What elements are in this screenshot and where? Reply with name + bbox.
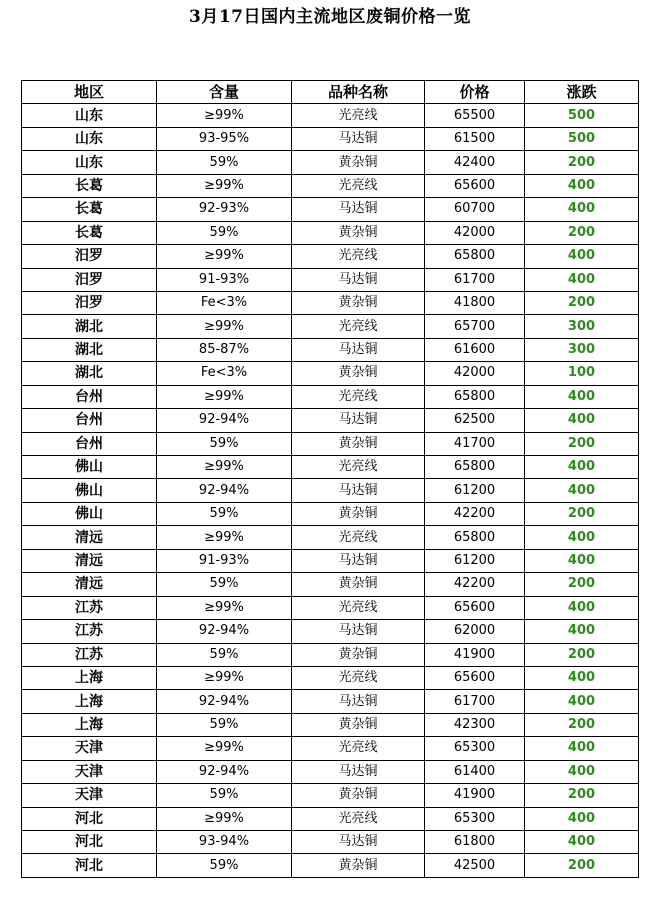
price-cell: 65300 (425, 807, 525, 830)
price-cell: 61800 (425, 831, 525, 854)
change-cell: 200 (525, 854, 639, 877)
change-cell: 200 (525, 784, 639, 807)
price-cell: 42200 (425, 502, 525, 525)
variety-cell: 马达铜 (292, 690, 425, 713)
price-cell: 65600 (425, 174, 525, 197)
content-cell: ≥99% (157, 596, 292, 619)
price-cell: 42000 (425, 221, 525, 244)
price-cell: 42400 (425, 151, 525, 174)
table-row (22, 620, 639, 643)
region-cell: 湖北 (22, 338, 157, 361)
variety-cell: 光亮线 (292, 456, 425, 479)
content-cell: ≥99% (157, 666, 292, 689)
region-cell: 山东 (22, 104, 157, 127)
price-cell: 61600 (425, 338, 525, 361)
table-row (22, 315, 639, 338)
region-cell: 汨罗 (22, 291, 157, 314)
variety-cell: 光亮线 (292, 807, 425, 830)
content-cell: ≥99% (157, 737, 292, 760)
region-cell: 上海 (22, 690, 157, 713)
region-cell: 汨罗 (22, 268, 157, 291)
variety-cell: 黄杂铜 (292, 502, 425, 525)
content-cell: 59% (157, 502, 292, 525)
table-row (22, 784, 639, 807)
change-cell: 400 (525, 526, 639, 549)
table-row (22, 737, 639, 760)
change-cell: 400 (525, 385, 639, 408)
region-cell: 天津 (22, 760, 157, 783)
variety-cell: 光亮线 (292, 666, 425, 689)
price-cell: 62000 (425, 620, 525, 643)
region-cell: 台州 (22, 409, 157, 432)
content-cell: 92-93% (157, 198, 292, 221)
price-cell: 61400 (425, 760, 525, 783)
table-row (22, 432, 639, 455)
price-cell: 41900 (425, 784, 525, 807)
change-cell: 400 (525, 174, 639, 197)
content-cell: 59% (157, 221, 292, 244)
header-content: 含量 (157, 81, 292, 104)
region-cell: 上海 (22, 666, 157, 689)
page-title: 3月17日国内主流地区废铜价格一览 (189, 7, 471, 27)
content-cell: 59% (157, 784, 292, 807)
variety-cell: 黄杂铜 (292, 854, 425, 877)
price-cell: 65600 (425, 596, 525, 619)
region-cell: 山东 (22, 127, 157, 150)
table-row (22, 549, 639, 572)
table-row (22, 221, 639, 244)
price-cell: 61200 (425, 549, 525, 572)
content-cell: ≥99% (157, 385, 292, 408)
variety-cell: 马达铜 (292, 479, 425, 502)
table-row (22, 385, 639, 408)
change-cell: 400 (525, 737, 639, 760)
table-row (22, 409, 639, 432)
change-cell: 400 (525, 620, 639, 643)
change-cell: 400 (525, 409, 639, 432)
change-cell: 200 (525, 643, 639, 666)
table-header-row (22, 81, 639, 104)
variety-cell: 光亮线 (292, 596, 425, 619)
region-cell: 佛山 (22, 479, 157, 502)
variety-cell: 马达铜 (292, 409, 425, 432)
price-cell: 61500 (425, 127, 525, 150)
variety-cell: 马达铜 (292, 549, 425, 572)
table-row (22, 151, 639, 174)
table-row (22, 127, 639, 150)
content-cell: 92-94% (157, 760, 292, 783)
region-cell: 台州 (22, 432, 157, 455)
content-cell: 91-93% (157, 549, 292, 572)
variety-cell: 马达铜 (292, 338, 425, 361)
variety-cell: 黄杂铜 (292, 643, 425, 666)
variety-cell: 光亮线 (292, 104, 425, 127)
variety-cell: 光亮线 (292, 315, 425, 338)
table-row (22, 690, 639, 713)
variety-cell: 马达铜 (292, 268, 425, 291)
content-cell: 93-95% (157, 127, 292, 150)
change-cell: 400 (525, 596, 639, 619)
table-row (22, 666, 639, 689)
content-cell: 59% (157, 432, 292, 455)
content-cell: ≥99% (157, 807, 292, 830)
change-cell: 500 (525, 127, 639, 150)
change-cell: 400 (525, 479, 639, 502)
change-cell: 200 (525, 291, 639, 314)
change-cell: 400 (525, 268, 639, 291)
content-cell: 92-94% (157, 620, 292, 643)
variety-cell: 光亮线 (292, 174, 425, 197)
content-cell: ≥99% (157, 104, 292, 127)
content-cell: Fe<3% (157, 291, 292, 314)
price-cell: 65300 (425, 737, 525, 760)
region-cell: 河北 (22, 831, 157, 854)
region-cell: 江苏 (22, 620, 157, 643)
content-cell: 91-93% (157, 268, 292, 291)
content-cell: 93-94% (157, 831, 292, 854)
variety-cell: 黄杂铜 (292, 713, 425, 736)
region-cell: 湖北 (22, 315, 157, 338)
variety-cell: 马达铜 (292, 198, 425, 221)
price-cell: 60700 (425, 198, 525, 221)
change-cell: 400 (525, 666, 639, 689)
content-cell: Fe<3% (157, 362, 292, 385)
content-cell: 59% (157, 151, 292, 174)
change-cell: 500 (525, 104, 639, 127)
content-cell: 85-87% (157, 338, 292, 361)
change-cell: 200 (525, 573, 639, 596)
region-cell: 长葛 (22, 174, 157, 197)
table-row (22, 643, 639, 666)
price-cell: 42200 (425, 573, 525, 596)
region-cell: 长葛 (22, 221, 157, 244)
price-table (21, 80, 639, 878)
region-cell: 山东 (22, 151, 157, 174)
region-cell: 汨罗 (22, 245, 157, 268)
variety-cell: 黄杂铜 (292, 291, 425, 314)
price-cell: 65600 (425, 666, 525, 689)
table-row (22, 502, 639, 525)
header-region: 地区 (22, 81, 157, 104)
variety-cell: 马达铜 (292, 620, 425, 643)
change-cell: 200 (525, 221, 639, 244)
price-cell: 65700 (425, 315, 525, 338)
table-row (22, 291, 639, 314)
table-row (22, 831, 639, 854)
price-cell: 41900 (425, 643, 525, 666)
variety-cell: 马达铜 (292, 831, 425, 854)
change-cell: 200 (525, 713, 639, 736)
region-cell: 清远 (22, 549, 157, 572)
table-body (22, 104, 639, 877)
table-row (22, 760, 639, 783)
change-cell: 100 (525, 362, 639, 385)
table-row (22, 526, 639, 549)
table-row (22, 338, 639, 361)
price-cell: 42500 (425, 854, 525, 877)
table-row (22, 807, 639, 830)
table-row (22, 245, 639, 268)
table-row (22, 596, 639, 619)
region-cell: 清远 (22, 573, 157, 596)
variety-cell: 黄杂铜 (292, 784, 425, 807)
variety-cell: 马达铜 (292, 760, 425, 783)
content-cell: 92-94% (157, 479, 292, 502)
price-cell: 65800 (425, 385, 525, 408)
price-cell: 61700 (425, 690, 525, 713)
variety-cell: 黄杂铜 (292, 151, 425, 174)
price-cell: 42000 (425, 362, 525, 385)
change-cell: 400 (525, 549, 639, 572)
change-cell: 200 (525, 432, 639, 455)
table-row (22, 479, 639, 502)
region-cell: 河北 (22, 807, 157, 830)
content-cell: ≥99% (157, 245, 292, 268)
price-cell: 61700 (425, 268, 525, 291)
region-cell: 天津 (22, 737, 157, 760)
variety-cell: 光亮线 (292, 245, 425, 268)
price-cell: 65500 (425, 104, 525, 127)
change-cell: 300 (525, 338, 639, 361)
region-cell: 长葛 (22, 198, 157, 221)
region-cell: 清远 (22, 526, 157, 549)
price-cell: 65800 (425, 456, 525, 479)
region-cell: 天津 (22, 784, 157, 807)
table-row (22, 268, 639, 291)
content-cell: 59% (157, 854, 292, 877)
variety-cell: 黄杂铜 (292, 573, 425, 596)
region-cell: 佛山 (22, 502, 157, 525)
variety-cell: 光亮线 (292, 385, 425, 408)
header-variety: 品种名称 (292, 81, 425, 104)
change-cell: 200 (525, 151, 639, 174)
content-cell: 92-94% (157, 690, 292, 713)
change-cell: 400 (525, 760, 639, 783)
price-cell: 62500 (425, 409, 525, 432)
table-row (22, 456, 639, 479)
variety-cell: 马达铜 (292, 127, 425, 150)
price-cell: 41800 (425, 291, 525, 314)
header-change: 涨跌 (525, 81, 639, 104)
change-cell: 300 (525, 315, 639, 338)
change-cell: 400 (525, 245, 639, 268)
table-row (22, 362, 639, 385)
table-row (22, 573, 639, 596)
region-cell: 上海 (22, 713, 157, 736)
variety-cell: 黄杂铜 (292, 221, 425, 244)
table-row (22, 713, 639, 736)
region-cell: 湖北 (22, 362, 157, 385)
price-cell: 65800 (425, 245, 525, 268)
content-cell: ≥99% (157, 315, 292, 338)
table-row (22, 174, 639, 197)
region-cell: 台州 (22, 385, 157, 408)
content-cell: 59% (157, 573, 292, 596)
change-cell: 400 (525, 831, 639, 854)
region-cell: 江苏 (22, 643, 157, 666)
content-cell: 59% (157, 713, 292, 736)
region-cell: 佛山 (22, 456, 157, 479)
content-cell: ≥99% (157, 456, 292, 479)
table-row (22, 198, 639, 221)
price-cell: 65800 (425, 526, 525, 549)
change-cell: 400 (525, 198, 639, 221)
table-row (22, 854, 639, 877)
content-cell: 59% (157, 643, 292, 666)
variety-cell: 黄杂铜 (292, 432, 425, 455)
content-cell: ≥99% (157, 174, 292, 197)
variety-cell: 黄杂铜 (292, 362, 425, 385)
content-cell: 92-94% (157, 409, 292, 432)
change-cell: 400 (525, 807, 639, 830)
change-cell: 400 (525, 456, 639, 479)
region-cell: 河北 (22, 854, 157, 877)
table-row (22, 104, 639, 127)
header-price: 价格 (425, 81, 525, 104)
price-cell: 41700 (425, 432, 525, 455)
variety-cell: 光亮线 (292, 526, 425, 549)
price-cell: 61200 (425, 479, 525, 502)
region-cell: 江苏 (22, 596, 157, 619)
variety-cell: 光亮线 (292, 737, 425, 760)
content-cell: ≥99% (157, 526, 292, 549)
price-cell: 42300 (425, 713, 525, 736)
change-cell: 400 (525, 690, 639, 713)
change-cell: 200 (525, 502, 639, 525)
